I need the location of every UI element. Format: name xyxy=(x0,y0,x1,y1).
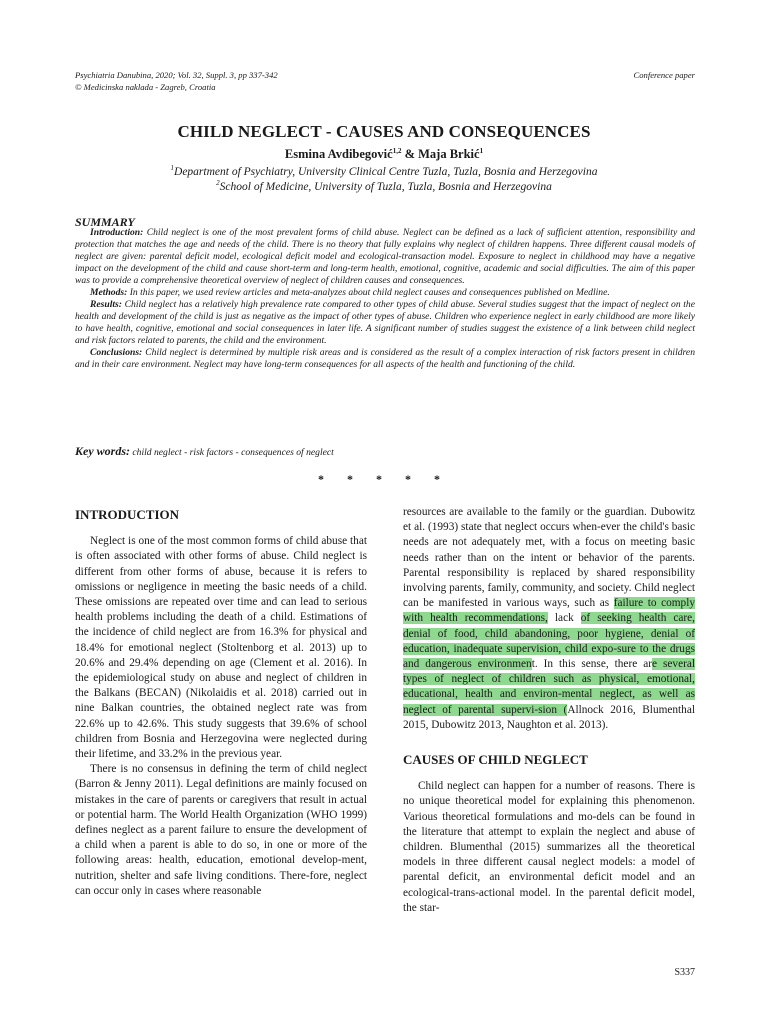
causes-paragraph-1: Child neglect can happen for a number of reasons. There is no unique theoretical model for explaining this phenomenon. Various theoretical formulations and mo-dels can be found in the literature that attempt to explain the neglect and abuse of children. Blumenthal (2015) summarizes all the theoretical models in three different causal neglect models: a model of parental deficit, an environmental deficit model and an ecological-trans-actional model. In the parental deficit model, the star- xyxy=(403,780,695,914)
paper-title: CHILD NEGLECT - CAUSES AND CONSEQUENCES xyxy=(177,122,591,141)
text-run: t. In this sense, there ar xyxy=(531,658,652,671)
text-run: Allnock 2016, Blumenthal 2015, Dubowitz 2013, Naughton et al. 2013). xyxy=(403,703,695,731)
abstract xyxy=(75,227,695,371)
highlight-2: of seeking health care, denial of food, child abandoning, poor hygiene, denial of education, inadequate supervision, child expo-sure to the drugs and dangerous environmen xyxy=(403,612,696,671)
right-column xyxy=(403,505,695,916)
introduction-paragraph-2: There is no consensus in defining the term of child neglect (Barron & Jenny 2011). Legal definitions are mainly focused on mistakes in the care of parents or caregivers that result in actual or potential harm. The World Health Organization (WHO 1999) defines neglect as a parent failure to ensure the development of a child when a parent is able to do so, in one or more of the following areas: health, education, emotional develop-ment, nutrition, shelter and safe living conditions. There-fore, neglect can occur only in cases where reasonable xyxy=(75,763,367,897)
intro-label: Introduction: xyxy=(90,227,144,238)
page-number: S337 xyxy=(674,967,695,978)
affiliation-1-sup: 1 xyxy=(170,164,175,173)
conclusions-label: Conclusions: xyxy=(90,347,143,358)
abstract-methods xyxy=(75,287,695,299)
continued-paragraph xyxy=(403,505,695,733)
author-2: Maja Brkić xyxy=(418,147,480,161)
abstract-results xyxy=(75,299,695,347)
keywords xyxy=(75,444,334,459)
abstract-introduction xyxy=(75,227,695,287)
affiliation-2 xyxy=(0,181,768,193)
causes-heading: CAUSES OF CHILD NEGLECT xyxy=(403,752,588,768)
keywords-text: child neglect - risk factors - consequences of neglect xyxy=(130,447,334,458)
paper-type: Conference paper xyxy=(633,70,695,80)
highlight-3: e several types of neglect of children such as physical, emotional, educational, health and environ-mental neglect, as well as neglect of parental supervi-sion ( xyxy=(403,658,695,716)
text-run: resources are available to the family or the guardian. Dubowitz et al. (1993) state that neglect occurs when-ever the child's basic needs are not adequately met, with a focus on meeting basic needs rather than on the intent or behavior of the parents. Parental responsibility is replaced by shared responsibility involving parents, family, community, and society. Child neglect can be manifested in various ways, such as xyxy=(403,506,695,610)
abstract-conclusions xyxy=(75,347,695,371)
author-separator: & xyxy=(401,147,419,161)
author-1-sup: 1,2 xyxy=(392,146,402,155)
affiliation-1-text: Department of Psychiatry, University Clinical Centre Tuzla, Tuzla, Bosnia and Herzegovina xyxy=(174,166,598,178)
keywords-label: Key words: xyxy=(75,444,130,458)
methods-label: Methods: xyxy=(90,287,128,298)
introduction-heading: INTRODUCTION xyxy=(75,507,180,522)
conclusions-text: Child neglect is determined by multiple risk areas and is considered as the result of a complex interaction of risk factors present in children and in their care environment. Neglect may have long-term consequences for all aspects of the health and functioning of the child. xyxy=(75,347,695,370)
introduction-paragraph-1: Neglect is one of the most common forms of child abuse that is often associated with other forms of abuse. Child neglect is different from other forms of abuse, because it is refers to omissions or negligence in meeting the basic needs of a child. These omissions are repeated over time and can lead to serious health problems including the death of a child. Estimations of the incidence of child neglect are from 16.3% for physical and 18.4% for emotional neglect (Stoltenborg et al. 2013) up to 20.6% and 29.4% depending on age (Clement et al. 2016). In the epidemiological study on abuse and neglect of children in the Balkans (BECAN) (Nikolaidis et al. 2018) carried out in nine Balkan countries, the obtained neglect rate was from 22.6% up to 42.6%. This study suggests that 39.6% of school children from Bosnia and Herzegovina were neglected during their lifetime, and 33.2% in the previous year. xyxy=(75,535,367,761)
left-column xyxy=(75,505,367,899)
section-separator: * * * * * xyxy=(318,472,450,486)
affiliation-2-sup: 2 xyxy=(216,179,220,188)
affiliation-1 xyxy=(0,166,768,178)
methods-text: In this paper, we used review articles and meta-analyzes about child neglect causes and consequences published on Medline. xyxy=(127,287,610,298)
text-run: lack xyxy=(547,612,581,625)
author-2-sup: 1 xyxy=(479,146,484,155)
journal-citation: Psychiatria Danubina, 2020; Vol. 32, Suppl. 3, pp 337-342 xyxy=(75,70,278,80)
author-1: Esmina Avdibegović xyxy=(284,147,393,161)
highlight-1: failure to comply with health recommendations, xyxy=(403,597,695,625)
results-text: Child neglect has a relatively high prevalence rate compared to other types of child abuse. Several studies suggest that the impact of neglect on the health and development of the child is just as negative as the impact of other types of abuse. Children who experience neglect in early childhood are more likely to have health, cognitive, emotional and social consequences in later life. A significant number of studies suggest the existence of a link between child neglect and risk factors related to parents, the child and the environment. xyxy=(75,299,695,346)
affiliation-2-text: School of Medicine, University of Tuzla, Tuzla, Bosnia and Herzegovina xyxy=(219,181,552,193)
author-line xyxy=(0,147,768,162)
summary-heading: SUMMARY xyxy=(75,215,135,229)
intro-text: Child neglect is one of the most prevalent forms of child abuse. Neglect can be defined as a lack of sufficient attention, responsibility and protection that matches the age and needs of the child. There is no theory that fully explains why neglect of children happens. Three different causal models of neglect are given: parental deficit model, ecological deficit model and ecological-transaction model. Exposure to neglect in childhood may have a negative impact on the development of the child and cause short-term and long-term health, emotional, cognitive, academic and social difficulties. The aim of this paper was to provide a comprehensive theoretical overview of neglect of children causes and consequences. xyxy=(75,227,695,286)
copyright-line: © Medicinska naklada - Zagreb, Croatia xyxy=(75,82,216,92)
results-label: Results: xyxy=(90,299,122,310)
running-header xyxy=(75,69,695,93)
